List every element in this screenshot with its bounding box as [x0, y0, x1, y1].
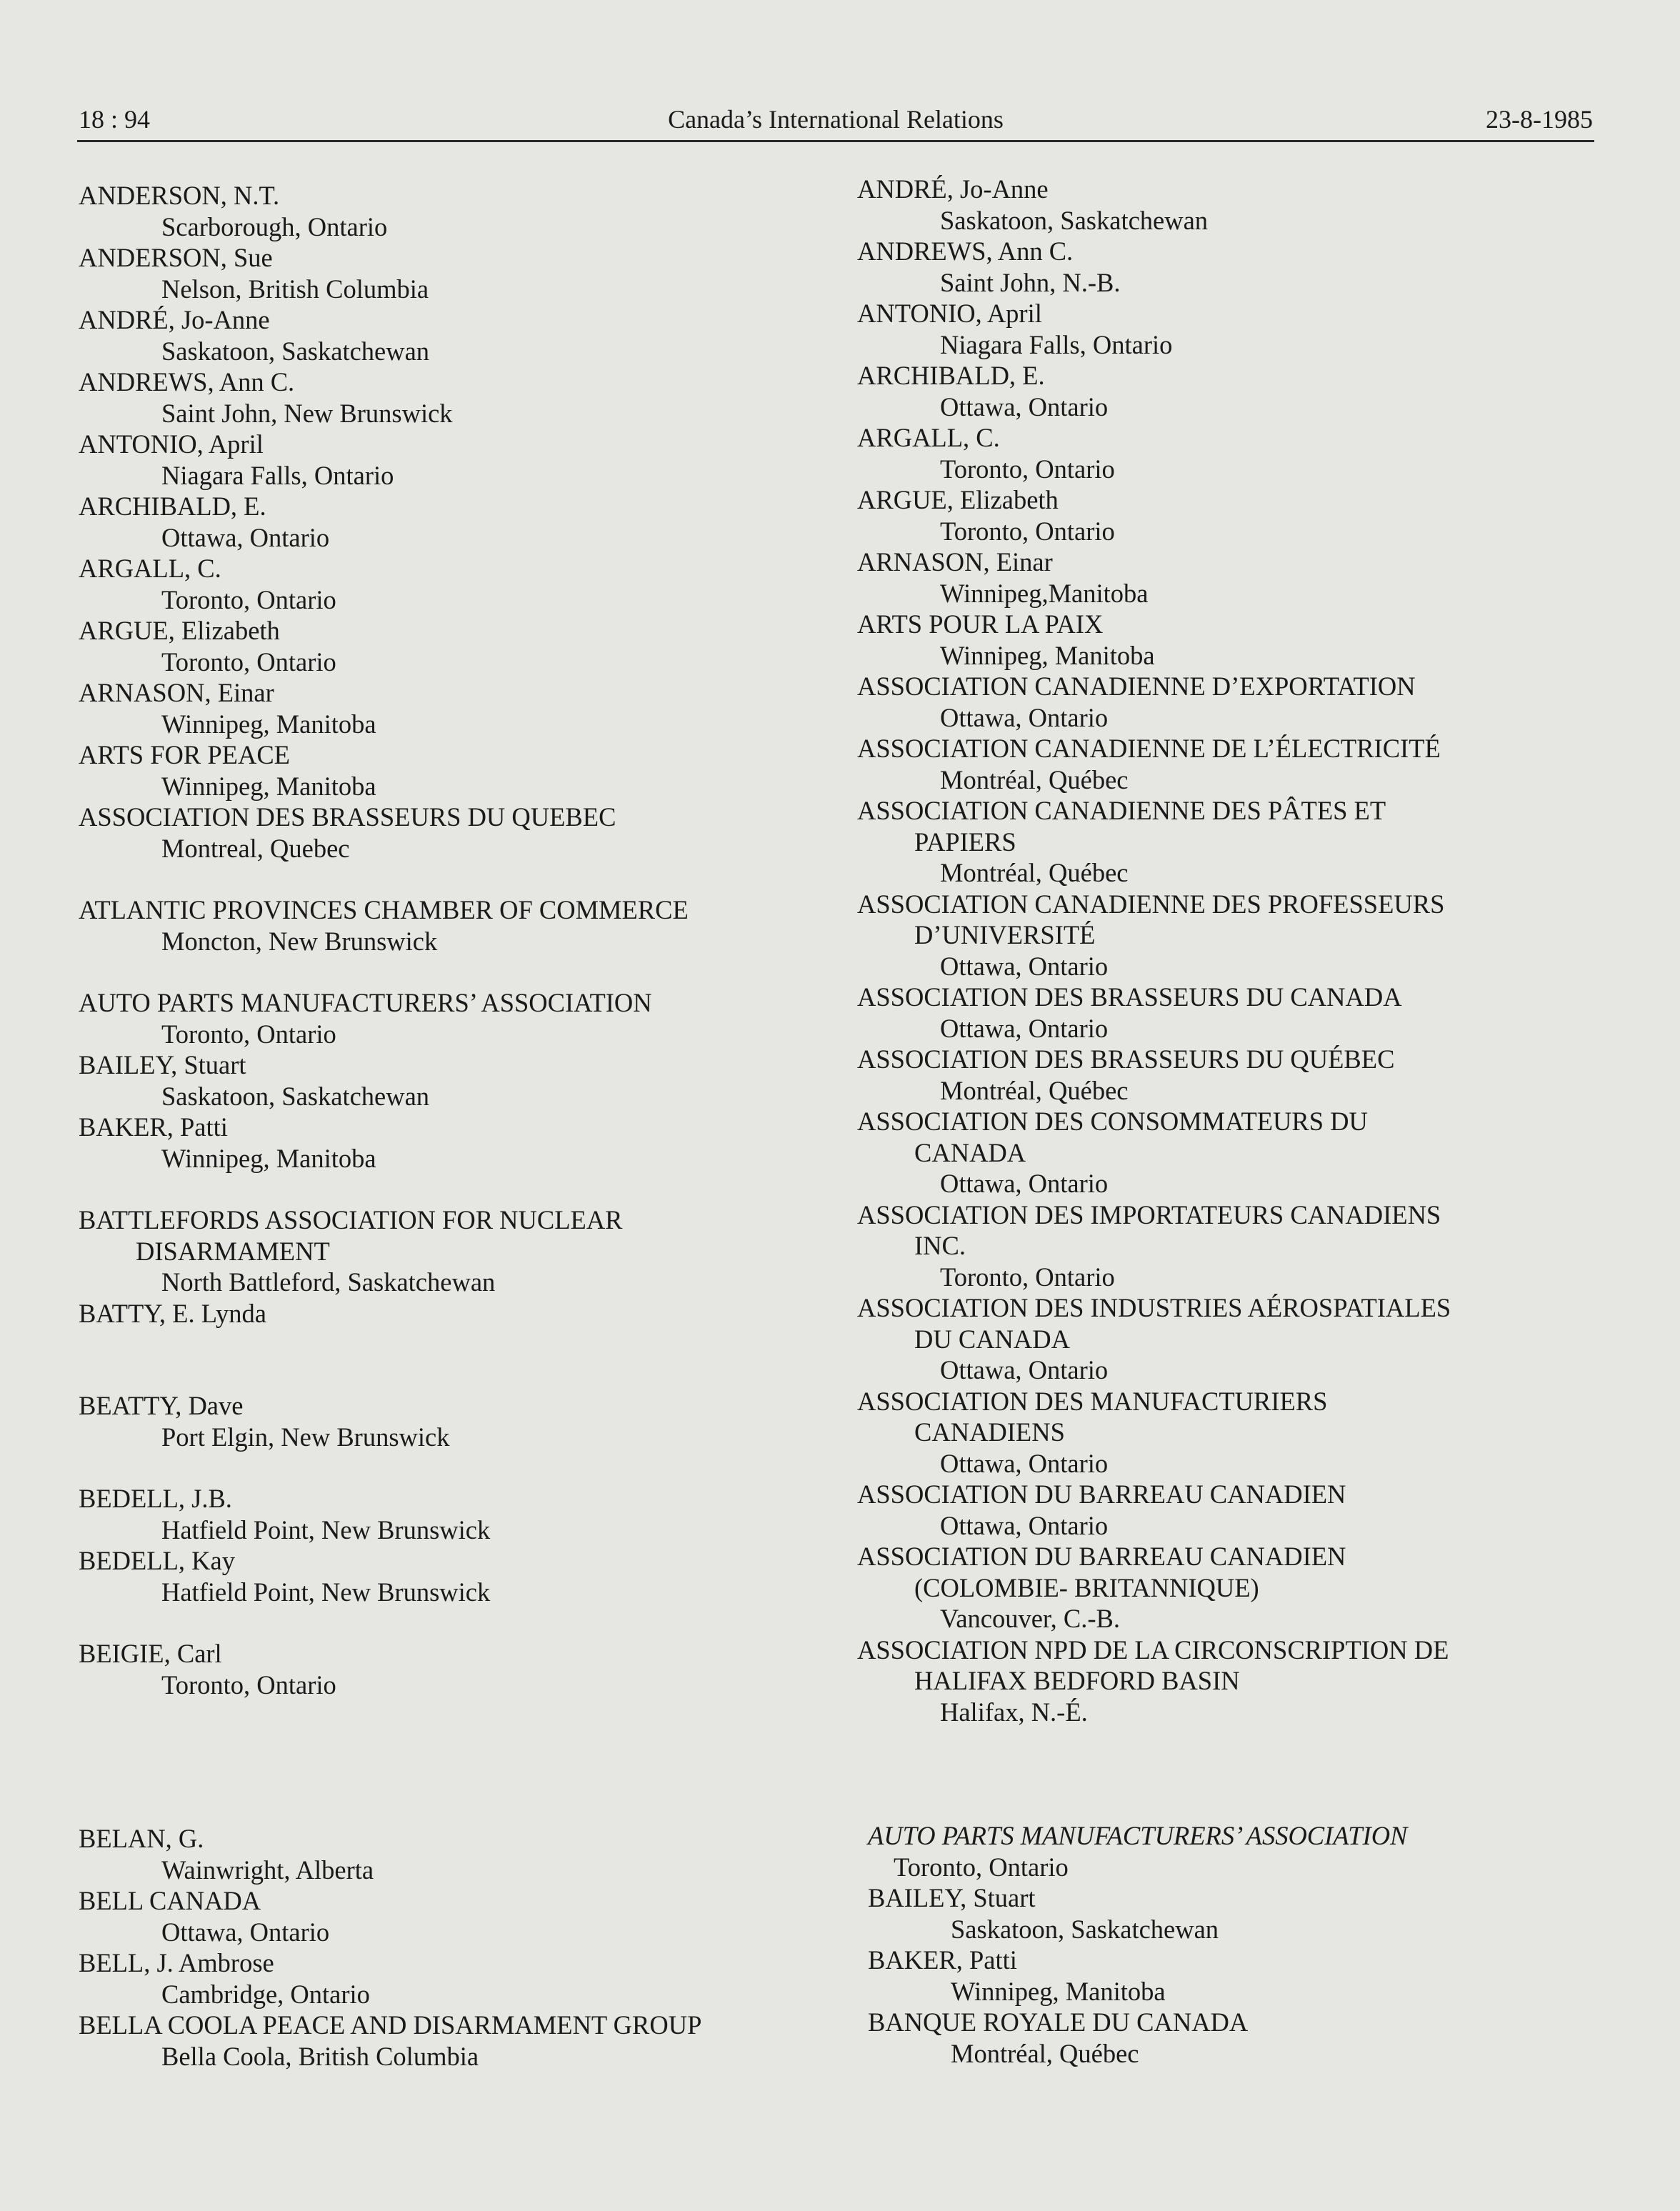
page-number: 18 : 94: [79, 105, 151, 134]
entry-name-continued: HALIFAX BEDFORD BASIN: [914, 1666, 1240, 1695]
entry-name: BATTY, E. Lynda: [79, 1298, 266, 1328]
entry-name: ASSOCIATION CANADIENNE DES PROFESSEURS: [857, 889, 1445, 919]
entry-name: ANTONIO, April: [857, 299, 1042, 328]
entry-place: Scarborough, Ontario: [161, 211, 388, 241]
entry-place: Toronto, Ontario: [161, 647, 336, 677]
list-item: [79, 242, 850, 304]
right-column: [857, 174, 1600, 1727]
list-item: [857, 174, 1600, 236]
entry-name: ASSOCIATION DES INDUSTRIES AÉROSPATIALES: [857, 1293, 1451, 1322]
entry-place: Wainwright, Alberta: [161, 1855, 374, 1885]
entry-name: ASSOCIATION DU BARREAU CANADIEN: [857, 1542, 1346, 1571]
entry-name: ATLANTIC PROVINCES CHAMBER OF COMMERCE: [79, 895, 689, 924]
entry-place: Toronto, Ontario: [161, 1670, 336, 1700]
entry-place: Toronto, Ontario: [161, 1019, 336, 1049]
entry-name: ASSOCIATION DU BARREAU CANADIEN: [857, 1479, 1346, 1509]
list-item: [79, 429, 850, 491]
entry-name: ARTS POUR LA PAIX: [857, 609, 1104, 639]
entry-name: ARGUE, Elizabeth: [79, 616, 280, 645]
list-item: [857, 422, 1600, 484]
entry-place: Ottawa, Ontario: [940, 1169, 1109, 1198]
entry-name: ASSOCIATION CANADIENNE D’EXPORTATION: [857, 672, 1416, 701]
entry-name: ASSOCIATION DES IMPORTATEURS CANADIENS: [857, 1199, 1441, 1229]
entry-name: ASSOCIATION DES BRASSEURS DU QUÉBEC: [857, 1044, 1395, 1074]
list-item: [857, 1634, 1600, 1728]
entry-name-continued: PAPIERS: [914, 827, 1016, 857]
entry-place: Saskatoon, Saskatchewan: [951, 1914, 1219, 1944]
entry-name: ARCHIBALD, E.: [857, 361, 1045, 390]
entry-place: Cambridge, Ontario: [161, 1979, 370, 2009]
entry-place: Ottawa, Ontario: [161, 522, 330, 552]
entry-name: ASSOCIATION DES MANUFACTURIERS: [857, 1386, 1328, 1416]
entry-place: Ottawa, Ontario: [940, 1510, 1109, 1540]
list-item: [868, 2007, 1611, 2069]
entry-name: ARNASON, Einar: [79, 678, 274, 707]
list-item: [79, 1947, 850, 2010]
entry-place: Ottawa, Ontario: [940, 1355, 1109, 1384]
entry-place: Ottawa, Ontario: [940, 1448, 1109, 1478]
entry-name-continued: INC.: [914, 1231, 966, 1260]
entry-name-continued: DU CANADA: [914, 1324, 1070, 1354]
list-item: [857, 1199, 1600, 1293]
entry-place: Montréal, Québec: [951, 2038, 1139, 2068]
entry-name: ARGALL, C.: [857, 423, 1000, 452]
entry-place: North Battleford, Saskatchewan: [161, 1267, 496, 1297]
entry-name: BELL CANADA: [79, 1886, 261, 1915]
entry-place: Ottawa, Ontario: [940, 391, 1109, 421]
entry-place: Toronto, Ontario: [940, 516, 1115, 546]
entry-place: Winnipeg, Manitoba: [161, 771, 376, 801]
entry-name: ARCHIBALD, E.: [79, 491, 266, 521]
list-item: [857, 671, 1600, 733]
entry-name-continued: CANADA: [914, 1137, 1026, 1167]
list-item: [79, 1545, 850, 1607]
entry-place: Vancouver, C.-B.: [940, 1604, 1120, 1633]
entry-place: Ottawa, Ontario: [161, 1917, 330, 1947]
entry-name: ARGALL, C.: [79, 554, 221, 583]
entry-place: Port Elgin, New Brunswick: [161, 1422, 450, 1452]
entry-place: Winnipeg, Manitoba: [161, 1143, 376, 1173]
entry-name: BAILEY, Stuart: [868, 1883, 1036, 1912]
entry-place: Ottawa, Ontario: [940, 702, 1109, 732]
list-item: [857, 982, 1600, 1044]
list-item: [857, 889, 1600, 982]
publication-date: 23-8-1985: [1486, 105, 1593, 134]
entry-place: Winnipeg,Manitoba: [940, 578, 1149, 608]
entry-name: BEDELL, Kay: [79, 1546, 235, 1575]
left-column: [79, 180, 850, 2072]
entry-name-continued: DISARMAMENT: [136, 1236, 330, 1266]
entry-name: BEIGIE, Carl: [79, 1639, 222, 1668]
list-item: [868, 1882, 1611, 1945]
running-header: [79, 101, 1593, 137]
entry-name: BEATTY, Dave: [79, 1391, 244, 1420]
entry-name: ARGUE, Elizabeth: [857, 485, 1059, 514]
list-item: [857, 1292, 1600, 1386]
entry-place: Saskatoon, Saskatchewan: [161, 1081, 430, 1111]
entry-place: Halifax, N.-É.: [940, 1697, 1088, 1727]
list-item: [79, 1390, 850, 1452]
entry-name: AUTO PARTS MANUFACTURERS’ ASSOCIATION: [79, 988, 652, 1017]
entry-place: Toronto, Ontario: [940, 454, 1115, 484]
entry-place: Ottawa, Ontario: [940, 951, 1109, 981]
list-item: [857, 236, 1600, 298]
entry-name: ANDREWS, Ann C.: [79, 367, 295, 396]
entry-place: Winnipeg, Manitoba: [161, 709, 376, 739]
entry-place: Saint John, N.-B.: [940, 267, 1121, 297]
list-item: [79, 1638, 850, 1700]
list-item: [79, 1112, 850, 1174]
list-item: [79, 894, 850, 957]
list-item: [857, 484, 1600, 546]
list-item: [79, 615, 850, 677]
header-rule: [77, 140, 1594, 142]
list-item: [79, 1204, 850, 1298]
entry-name-continued: CANADIENS: [914, 1417, 1065, 1447]
entry-name: ANDRÉ, Jo-Anne: [857, 174, 1049, 204]
entry-place: Bella Coola, British Columbia: [161, 2041, 479, 2071]
list-item: [857, 1386, 1600, 1479]
entry-place: Nelson, British Columbia: [161, 274, 429, 304]
entry-place: Saskatoon, Saskatchewan: [940, 205, 1209, 235]
entry-name: BELLA COOLA PEACE AND DISARMAMENT GROUP: [79, 2010, 702, 2040]
entry-name-continued: D’UNIVERSITÉ: [914, 920, 1096, 949]
list-item: [857, 360, 1600, 422]
entry-place: Ottawa, Ontario: [940, 1013, 1109, 1043]
list-item: [857, 298, 1600, 360]
entry-place: Toronto, Ontario: [940, 1262, 1115, 1292]
list-item: [868, 1945, 1611, 2007]
entry-name: BELL, J. Ambrose: [79, 1948, 274, 1977]
section-heading-place: Toronto, Ontario: [894, 1852, 1069, 1882]
list-item: [79, 491, 850, 553]
list-item: [857, 1044, 1600, 1106]
entry-name: ANDRÉ, Jo-Anne: [79, 305, 270, 334]
list-item: [79, 553, 850, 615]
entry-name: BAKER, Patti: [868, 1945, 1017, 1975]
list-item: [79, 1885, 850, 1947]
entry-place: Saskatoon, Saskatchewan: [161, 336, 430, 366]
list-item: [79, 366, 850, 429]
list-item: [79, 802, 850, 864]
entry-place: Moncton, New Brunswick: [161, 926, 438, 956]
entry-name: ASSOCIATION NPD DE LA CIRCONSCRIPTION DE: [857, 1634, 1449, 1665]
entry-name: ANDERSON, N.T.: [79, 181, 280, 210]
right-column-lower: [868, 1820, 1611, 2069]
list-item: [857, 1479, 1600, 1541]
publication-title: Canada’s International Relations: [668, 105, 1004, 134]
entry-name: ASSOCIATION DES CONSOMMATEURS DU: [857, 1107, 1368, 1136]
entry-place: Montréal, Québec: [940, 764, 1129, 794]
entry-place: Winnipeg, Manitoba: [940, 640, 1155, 670]
entry-name: BELAN, G.: [79, 1824, 204, 1853]
entry-name: ARTS FOR PEACE: [79, 740, 290, 769]
entry-name: ASSOCIATION CANADIENNE DE L’ÉLECTRICITÉ: [857, 734, 1441, 763]
entry-place: Niagara Falls, Ontario: [161, 460, 394, 490]
list-item: [79, 987, 850, 1049]
entry-name: BAILEY, Stuart: [79, 1050, 246, 1079]
entry-place: Montréal, Québec: [940, 858, 1129, 887]
section-heading: AUTO PARTS MANUFACTURERS’ ASSOCIATION: [868, 1821, 1408, 1850]
entry-place: Montréal, Québec: [940, 1075, 1129, 1105]
entry-place: Montreal, Quebec: [161, 833, 350, 863]
entry-name: BANQUE ROYALE DU CANADA: [868, 2007, 1249, 2037]
entry-name: ANDREWS, Ann C.: [857, 236, 1074, 266]
entry-name: ANDERSON, Sue: [79, 243, 273, 272]
entry-name: ASSOCIATION DES BRASSEURS DU CANADA: [857, 982, 1402, 1012]
list-item: [79, 1298, 850, 1329]
list-item: [857, 546, 1600, 609]
entry-name: ARNASON, Einar: [857, 547, 1053, 577]
list-item: [857, 733, 1600, 795]
list-item: [857, 1541, 1600, 1634]
list-item: [79, 2010, 850, 2072]
list-item: [857, 609, 1600, 671]
entry-name: BATTLEFORDS ASSOCIATION FOR NUCLEAR: [79, 1205, 623, 1234]
list-item: [79, 1049, 850, 1112]
entry-place: Winnipeg, Manitoba: [951, 1976, 1166, 2006]
list-item: [79, 677, 850, 739]
list-item: [79, 1483, 850, 1545]
entry-name: BEDELL, J.B.: [79, 1484, 232, 1513]
entry-name: ASSOCIATION CANADIENNE DES PÂTES ET: [857, 796, 1386, 825]
entry-name: ASSOCIATION DES BRASSEURS DU QUEBEC: [79, 802, 616, 832]
list-item: [79, 739, 850, 802]
list-item: [79, 1823, 850, 1885]
entry-place: Toronto, Ontario: [161, 584, 336, 614]
list-item: [79, 304, 850, 366]
list-item: [79, 180, 850, 242]
entry-name-continued: (COLOMBIE- BRITANNIQUE): [914, 1572, 1259, 1602]
list-item: [857, 795, 1600, 889]
entry-place: Hatfield Point, New Brunswick: [161, 1577, 491, 1607]
list-item: [857, 1106, 1600, 1199]
entry-place: Saint John, New Brunswick: [161, 398, 453, 428]
entry-place: Niagara Falls, Ontario: [940, 329, 1173, 359]
entry-name: ANTONIO, April: [79, 429, 264, 459]
entry-name: BAKER, Patti: [79, 1112, 228, 1142]
entry-place: Hatfield Point, New Brunswick: [161, 1514, 491, 1544]
